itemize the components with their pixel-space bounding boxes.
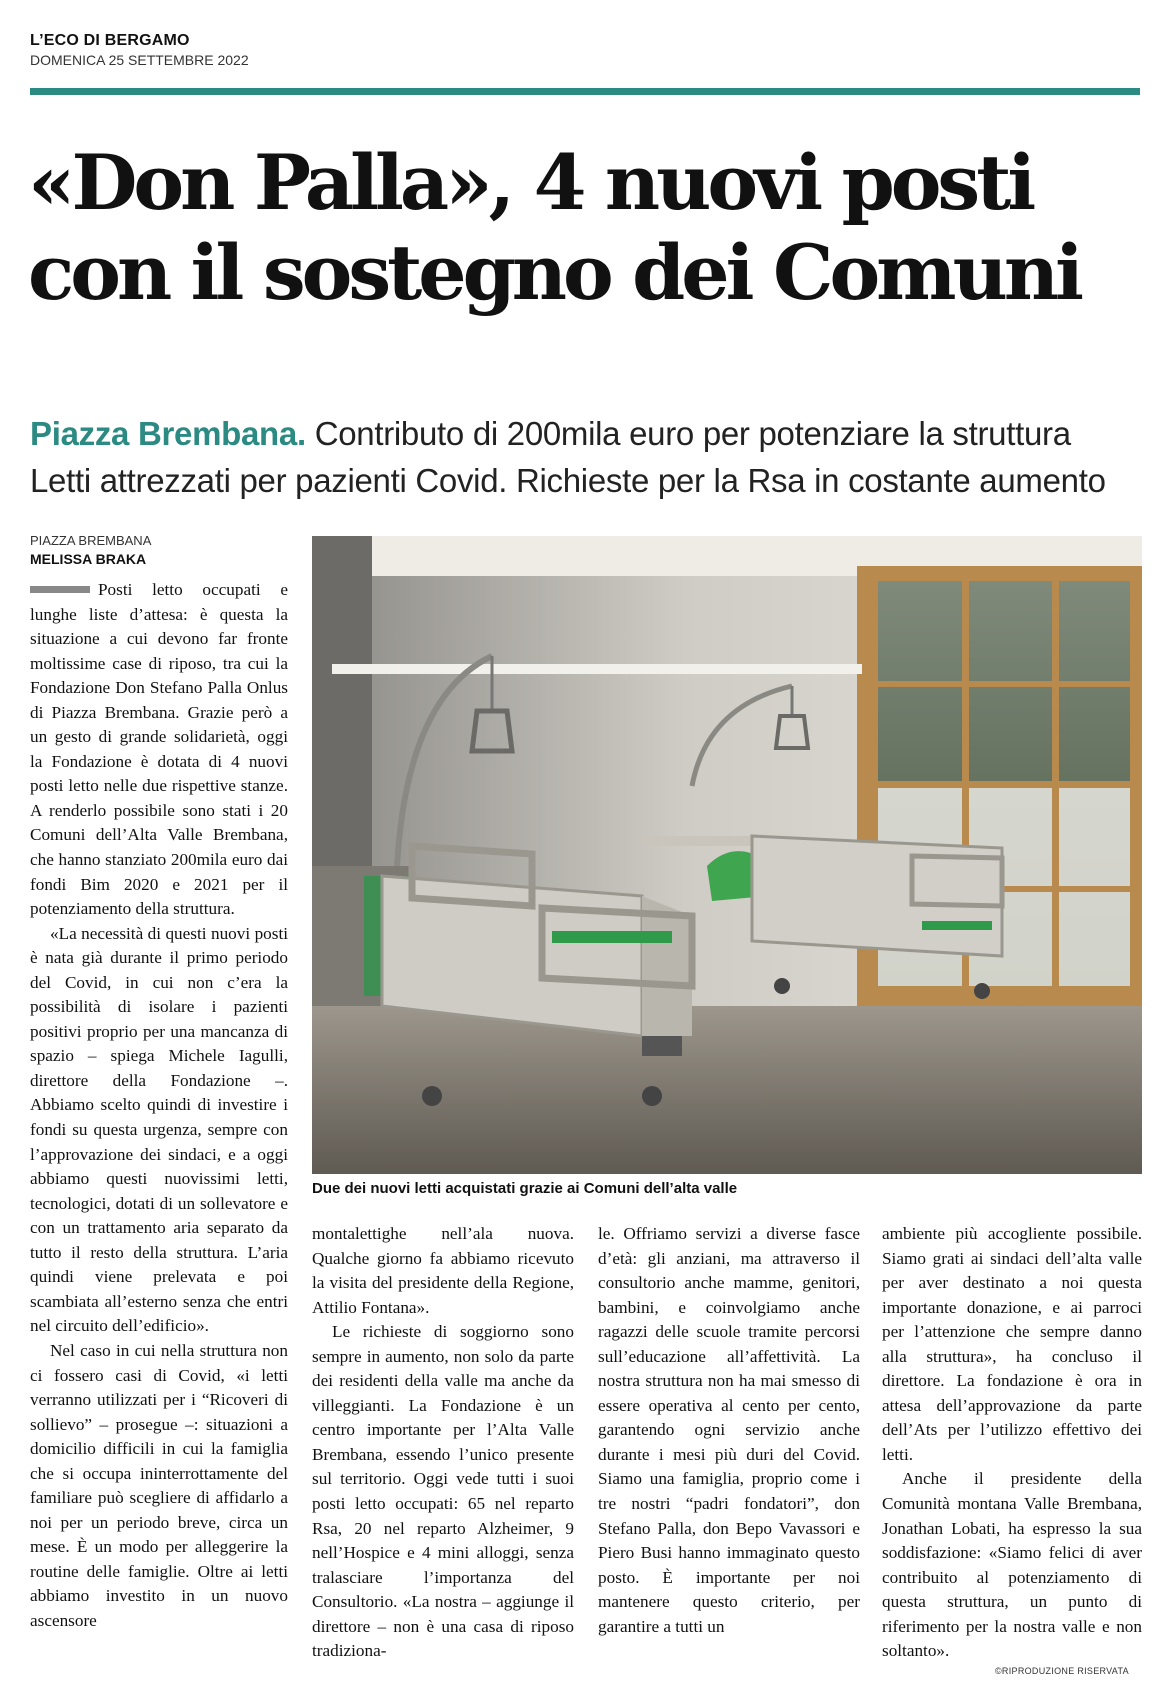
article-paragraph: Nel caso in cui nella struttura non ci fossero casi di Covid, «i letti verranno utilizzati per i “Ricoveri di sollievo” – prosegue –: situazioni a domicilio difficili in cui la famiglia che si occupa ininterrottamente del familiare può scegliere di affidarlo a noi per un periodo breve, circa un mese. È un modo per alleggerire la routine delle famiglie. Oltre ai letti abbiamo investito in un nuovo ascensore — [30, 1340, 288, 1630]
copyright-notice: ©RIPRODUZIONE RISERVATA — [995, 1666, 1129, 1676]
subheadline — [30, 410, 1140, 504]
headline-line-2: con il sostegno dei Comuni — [28, 228, 1080, 317]
article-paragraph: le. Offriamo servizi a diverse fasce d’età: gli anziani, ma attraverso il consultorio anche mamme, genitori, bambini, e coinvolgiamo anche ragazzi delle scuole tramite percorsi sull’educazione all’affettività. La nostra struttura non ha mai smesso di essere operativa al cento per cento, garantendo ogni servizio anche durante i mesi più duri del Covid. Siamo una famiglia, proprio come i tre nostri “padri fondatori”, don Stefano Palla, don Bepo Vavassori e Piero Busi hanno immaginato questo posto. È importante per noi mantenere questo criterio, per garantire a tutti un — [598, 1224, 860, 1636]
article-column-4 — [882, 1222, 1142, 1670]
hospital-room-photo — [312, 536, 1142, 1174]
headline — [28, 138, 1140, 318]
article-paragraph: montalettighe nell’ala nuova. Qualche giorno fa abbiamo ricevuto la visita del presidente della Regione, Attilio Fontana». — [312, 1224, 574, 1317]
article-paragraph — [30, 578, 288, 922]
byline-author: MELISSA BRAKA — [30, 551, 147, 567]
article-paragraph: Le richieste di soggiorno sono sempre in aumento, non solo da parte dei residenti della valle ma anche da villeggianti. La Fondazione è un centro importante per l’Alta Valle Brembana, essendo l’unico presente sul territorio. Oggi vede tutti i suoi posti letto occupati: 65 nel reparto Rsa, 20 nel reparto Alzheimer, 9 nell’Hospice e 4 mini alloggi, senza tralasciare l’importanza del Consultorio. «La nostra – aggiunge il direttore – non è una casa di riposo tradiziona- — [312, 1322, 574, 1661]
article-paragraph: ambiente più accogliente possibile. Siamo grati ai sindaci dell’alta valle per aver destinato a noi questa importante donazione, e ai parroci per l’attenzione che sempre danno alla struttura», ha concluso il direttore. La fondazione è ora in attesa dell’approvazione da parte dell’Ats per l’utilizzo effettivo dei letti. — [882, 1224, 1142, 1464]
subheadline-line-1 — [30, 410, 1140, 457]
headline-line-1: «Don Palla», 4 nuovi posti — [28, 138, 1033, 227]
article-paragraph: «La necessità di questi nuovi posti è nata già durante il primo periodo del Covid, in cui non c’era la possibilità di isolare i pazienti positivi proprio per una mancanza di spazio – spiega Michele Iagulli, direttore della Fondazione –. Abbiamo scelto quindi di investire i fondi su questa urgenza, sempre con l’approvazione dei sindaci, e a oggi abbiamo questi nuovissimi letti, tecnologici, dotati di un sollevatore e con un trattamento aria separato da tutto il resto della struttura. L’aria quindi viene prelevata e poi scambiata all’esterno senza che entri nel circuito dell’edificio». — [30, 923, 288, 1336]
masthead — [30, 32, 249, 68]
article-photo — [312, 536, 1142, 1174]
newspaper-name: L’ECO DI BERGAMO — [30, 32, 190, 49]
article-paragraph: Anche il presidente della Comunità montana Valle Brembana, Jonathan Lobati, ha espresso la sua soddisfazione: «Siamo felici di aver contribuito al potenziamento di questa struttura, un punto di riferimento per la nostra valle e non soltanto». — [882, 1469, 1142, 1661]
byline-place: PIAZZA BREMBANA — [30, 533, 152, 548]
subheadline-line-1-text: Contributo di 200mila euro per potenziare la struttura — [305, 415, 1071, 452]
article-column-3 — [598, 1222, 860, 1670]
header-rule — [30, 88, 1140, 95]
article-column-2 — [312, 1222, 574, 1670]
lead-dash-mark — [30, 586, 90, 593]
subheadline-line-2: Letti attrezzati per pazienti Covid. Richieste per la Rsa in costante aumento — [30, 462, 1106, 499]
paragraph-text: Posti letto occupati e lunghe liste d’attesa: è questa la situazione a cui devono far fronte moltissime case di riposo, tra cui la Fondazione Don Stefano Palla Onlus di Piazza Brembana. Grazie però a un gesto di grande solidarietà, oggi la Fondazione è dotata di 4 nuovi posti letto nelle due rispettive stanze. A renderlo possibile sono stati i 20 Comuni dell’Alta Valle Brembana, che hanno stanziato 200mila euro dai fondi Bim 2020 e 2021 per il potenziamento della struttura. — [30, 580, 288, 919]
subheadline-kicker: Piazza Brembana. — [30, 415, 306, 452]
article-column-1 — [30, 578, 288, 1668]
issue-date: DOMENICA 25 SETTEMBRE 2022 — [30, 52, 249, 68]
photo-caption: Due dei nuovi letti acquistati grazie ai Comuni dell’alta valle — [312, 1180, 738, 1197]
